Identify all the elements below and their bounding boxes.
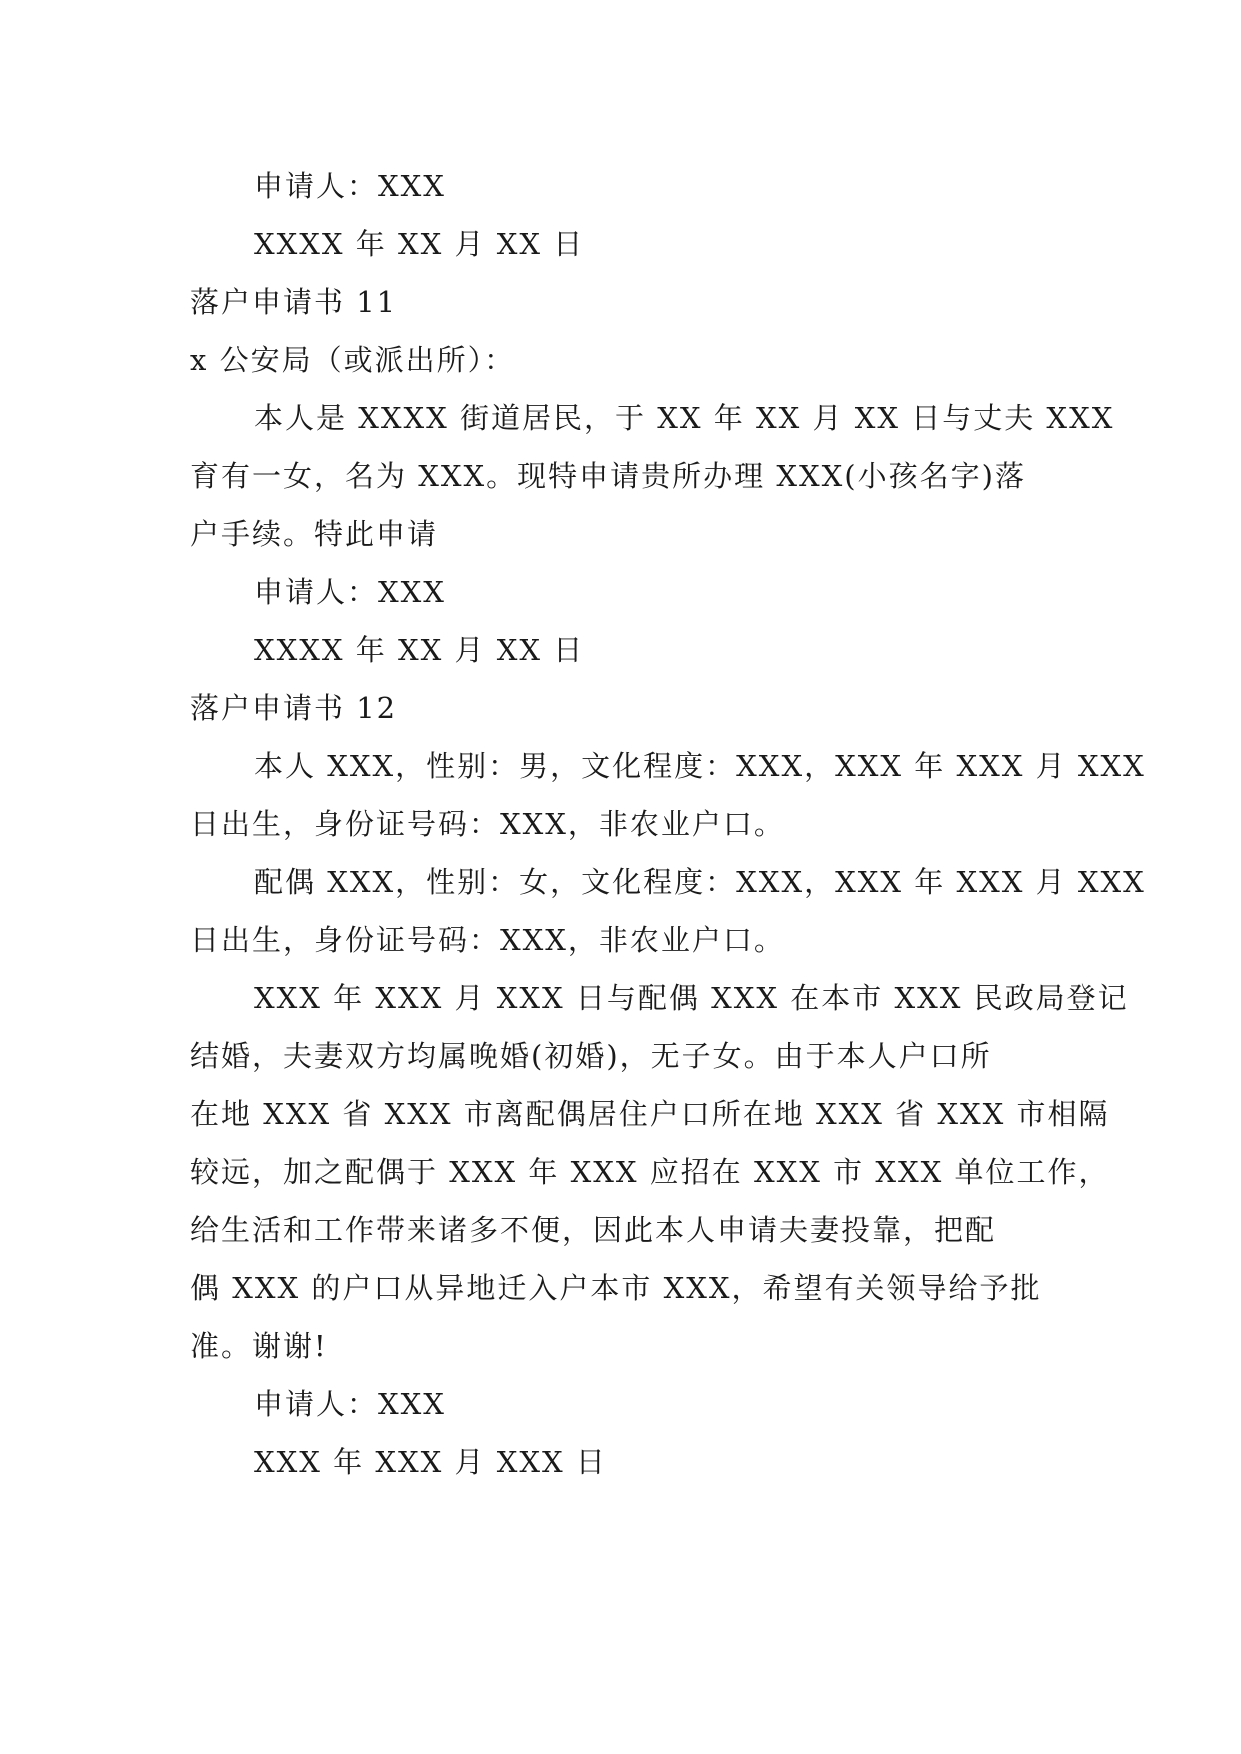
body-text-line: 育有一女，名为 XXX。现特申请贵所办理 XXX(小孩名字)落 xyxy=(190,459,1026,493)
body-text-line: 本人 XXX，性别：男，文化程度：XXX，XXX 年 XXX 月 XXX xyxy=(254,749,1146,783)
body-text-line: XXX 年 XXX 月 XXX 日与配偶 XXX 在本市 XXX 民政局登记 xyxy=(254,981,1129,1015)
applicant-line: 申请人：XXX xyxy=(254,169,446,203)
date-line: XXX 年 XXX 月 XXX 日 xyxy=(254,1445,607,1479)
section-heading: 落户申请书 11 xyxy=(190,285,398,319)
body-text-line: 配偶 XXX，性别：女，文化程度：XXX，XXX 年 XXX 月 XXX xyxy=(254,865,1146,899)
applicant-line: 申请人：XXX xyxy=(254,1387,446,1421)
date-line: XXXX 年 XX 月 XX 日 xyxy=(254,633,585,667)
addressee-line: x 公安局（或派出所）： xyxy=(190,343,516,377)
body-text-line: 较远，加之配偶于 XXX 年 XXX 应招在 XXX 市 XXX 单位工作， xyxy=(190,1155,1110,1189)
body-text-line: 户手续。特此申请 xyxy=(190,517,439,551)
section-heading: 落户申请书 12 xyxy=(190,691,398,725)
applicant-line: 申请人：XXX xyxy=(254,575,446,609)
body-text-line: 偶 XXX 的户口从异地迁入户本市 XXX，希望有关领导给予批 xyxy=(190,1271,1042,1305)
body-text-line: 在地 XXX 省 XXX 市离配偶居住户口所在地 XXX 省 XXX 市相隔 xyxy=(190,1097,1110,1131)
body-text-line: 结婚，夫妻双方均属晚婚(初婚)，无子女。由于本人户口所 xyxy=(190,1039,992,1073)
body-text-line: 日出生，身份证号码：XXX，非农业户口。 xyxy=(190,923,785,957)
body-text-line: 日出生，身份证号码：XXX，非农业户口。 xyxy=(190,807,785,841)
date-line: XXXX 年 XX 月 XX 日 xyxy=(254,227,585,261)
body-text-line: 给生活和工作带来诸多不便，因此本人申请夫妻投靠，把配 xyxy=(190,1213,997,1247)
body-text-line: 准。谢谢! xyxy=(190,1329,328,1363)
body-text-line: 本人是 XXXX 街道居民，于 XX 年 XX 月 XX 日与丈夫 XXX xyxy=(254,401,1115,435)
